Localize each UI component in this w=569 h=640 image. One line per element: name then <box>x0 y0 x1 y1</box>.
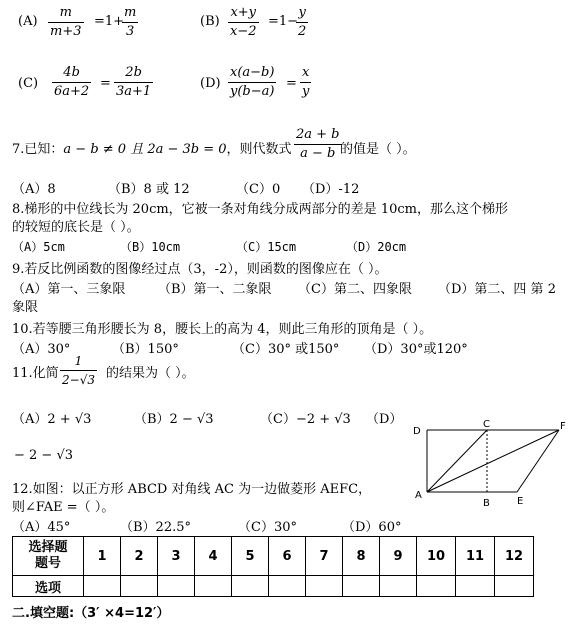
answer-table-header-cell <box>13 537 84 576</box>
q7-stem-math: a − b ≠ 0 且 2a − 3b = 0 <box>63 142 227 157</box>
q7-option-b: （B）8 或 12 <box>108 182 190 197</box>
q11-option-c: （C）−2 + √3 <box>260 412 351 427</box>
segment-fe <box>517 430 559 492</box>
q8-option-d: （D）20cm <box>346 240 407 254</box>
fraction-denominator: 2 <box>298 24 307 39</box>
answer-cell[interactable] <box>121 576 158 597</box>
q12-option-d: （D）60° <box>342 520 402 535</box>
answer-cell[interactable] <box>158 576 195 597</box>
answer-cell[interactable] <box>380 576 417 597</box>
answer-cell[interactable] <box>306 576 343 597</box>
fraction-denominator: 6a+2 <box>54 84 90 99</box>
q10-option-c: （C）30° 或150° <box>232 342 340 357</box>
question-number-10: 10 <box>417 537 456 576</box>
q6-option-d-mid: = <box>286 76 297 91</box>
answer-cell[interactable] <box>495 576 534 597</box>
question-number-4: 4 <box>195 537 232 576</box>
answer-cell[interactable] <box>269 576 306 597</box>
figure-label-e: E <box>517 496 524 507</box>
fraction-numerator: y <box>296 4 308 23</box>
question-number-7: 7 <box>306 537 343 576</box>
q6-option-b-rhs-fraction <box>296 4 308 41</box>
q12-line2: 则∠FAE =（ ）。 <box>12 500 115 515</box>
diagonal-af <box>427 430 559 492</box>
q9-option-a: （A）第一、三象限 <box>12 282 126 297</box>
q9-option-c: （C）第二、四象限 <box>298 282 412 297</box>
fraction-numerator: 2a + b <box>294 126 342 145</box>
q10-option-b: （B）150° <box>112 342 179 357</box>
q6-option-a-lhs-fraction <box>48 4 84 41</box>
q11-fraction <box>60 352 97 389</box>
q12-line1: 12.如图：以正方形 ABCD 对角线 AC 为一边做菱形 AEFC， <box>12 482 372 497</box>
answer-cell[interactable] <box>343 576 380 597</box>
answer-cell[interactable] <box>195 576 232 597</box>
question-number-6: 6 <box>269 537 306 576</box>
section2-title: 二.填空题:（3′ ×4=12′） <box>12 606 170 621</box>
q7-stem-mid: ，则代数式 <box>226 142 292 157</box>
figure-label-f: F <box>560 421 566 432</box>
q12-option-c: （C）30° <box>238 520 297 535</box>
q12-option-a: （A）45° <box>12 520 71 535</box>
answer-cell[interactable] <box>232 576 269 597</box>
fraction-numerator: m <box>122 4 138 23</box>
q6-option-b-label: (B) <box>200 14 220 29</box>
q11-stem-post: 的结果为（ ）。 <box>106 366 195 381</box>
q11-option-a: （A）2 + √3 <box>12 412 92 427</box>
q8-option-b: （B）10cm <box>120 240 181 254</box>
fraction-numerator: 1 <box>60 352 97 371</box>
question-number-2: 2 <box>121 537 158 576</box>
question-number-9: 9 <box>380 537 417 576</box>
q11-option-d: （D） <box>366 412 403 427</box>
figure-label-a: A <box>415 490 422 501</box>
q12-option-b: （B）22.5° <box>120 520 191 535</box>
fraction-numerator: 2b <box>114 64 153 83</box>
q10-line1: 10.若等腰三角形腰长为 8，腰长上的高为 4，则此三角形的顶角是（ ）。 <box>12 322 433 337</box>
square-rhombus-figure <box>405 418 569 518</box>
fraction-denominator: x−2 <box>230 24 257 39</box>
figure-label-d: D <box>413 426 421 437</box>
q10-option-a: （A）30° <box>12 342 71 357</box>
q7-stem-pre: 7.已知： <box>12 142 64 157</box>
q6-option-b-mid: =1− <box>268 14 299 29</box>
fraction-denominator: y <box>302 84 310 99</box>
q9-line3: 象限 <box>12 300 39 315</box>
q7-stem-post: 的值是（ ）。 <box>340 142 416 157</box>
q9-option-d: （D）第二、四 第 2 <box>438 282 556 297</box>
q6-option-c-rhs-fraction <box>114 64 153 101</box>
q8-option-c: （C）15cm <box>236 240 297 254</box>
q8-option-a: （A）5cm <box>12 240 65 254</box>
fraction-denominator: 3a+1 <box>116 84 152 99</box>
q7-option-c: （C）0 <box>236 182 281 197</box>
answer-table-header-row <box>13 537 534 576</box>
q8-line2: 的较短的底长是（ ）。 <box>12 220 140 235</box>
q6-option-c-mid: = <box>100 76 111 91</box>
q6-option-d-label: (D) <box>200 76 221 91</box>
fraction-numerator: 4b <box>52 64 91 83</box>
question-number-3: 3 <box>158 537 195 576</box>
q11-stem-pre: 11.化简 <box>12 366 59 381</box>
q6-option-a-mid: =1+ <box>94 14 125 29</box>
question-number-12: 12 <box>495 537 534 576</box>
figure-label-c: C <box>483 419 490 430</box>
q10-option-d: （D）30°或120° <box>364 342 468 357</box>
q6-option-c-label: (C) <box>18 76 39 91</box>
q7-option-d: （D）-12 <box>302 182 360 197</box>
answer-cell[interactable] <box>84 576 121 597</box>
q11-option-d-value: − 2 − √3 <box>14 448 74 463</box>
question-number-5: 5 <box>232 537 269 576</box>
figure-label-b: B <box>483 498 490 509</box>
q8-line1: 8.梯形的中位线长为 20cm，它被一条对角线分成两部分的差是 10cm，那么这个梯形 <box>12 202 508 217</box>
q6-option-a-label: (A) <box>18 14 38 29</box>
answer-table <box>12 536 534 597</box>
q6-option-a-rhs-fraction <box>122 4 138 41</box>
fraction-denominator: a − b <box>300 146 336 161</box>
fraction-denominator: 2−√3 <box>62 373 95 387</box>
q7-option-a: （A）8 <box>12 182 56 197</box>
q7-fraction <box>294 126 342 163</box>
answer-cell[interactable] <box>417 576 456 597</box>
header-line2: 题号 <box>34 556 61 571</box>
answer-cell[interactable] <box>456 576 495 597</box>
fraction-numerator: x <box>300 64 311 83</box>
fraction-numerator: m <box>48 4 84 23</box>
diagonal-ac <box>427 430 487 492</box>
q7-stem <box>12 138 292 157</box>
q6-option-d-rhs-fraction <box>300 64 311 101</box>
fraction-numerator: x+y <box>228 4 259 23</box>
header-line1: 选择题 <box>28 540 68 555</box>
q6-option-d-lhs-fraction <box>228 64 276 101</box>
fraction-denominator: y(b−a) <box>230 84 275 99</box>
q11-option-b: （B）2 − √3 <box>134 412 214 427</box>
answer-table-answer-row <box>13 576 534 597</box>
q6-option-b-lhs-fraction <box>228 4 259 41</box>
question-number-8: 8 <box>343 537 380 576</box>
q9-option-b: （B）第一、二象限 <box>158 282 272 297</box>
question-number-11: 11 <box>456 537 495 576</box>
answer-row-label: 选项 <box>13 576 84 597</box>
q9-line1: 9.若反比例函数的图像经过点（3，-2），则函数的图像应在（ ）。 <box>12 262 388 277</box>
fraction-denominator: 3 <box>126 24 135 39</box>
fraction-numerator: x(a−b) <box>228 64 276 83</box>
q6-option-c-lhs-fraction <box>52 64 91 101</box>
fraction-denominator: m+3 <box>50 24 82 39</box>
question-number-1: 1 <box>84 537 121 576</box>
